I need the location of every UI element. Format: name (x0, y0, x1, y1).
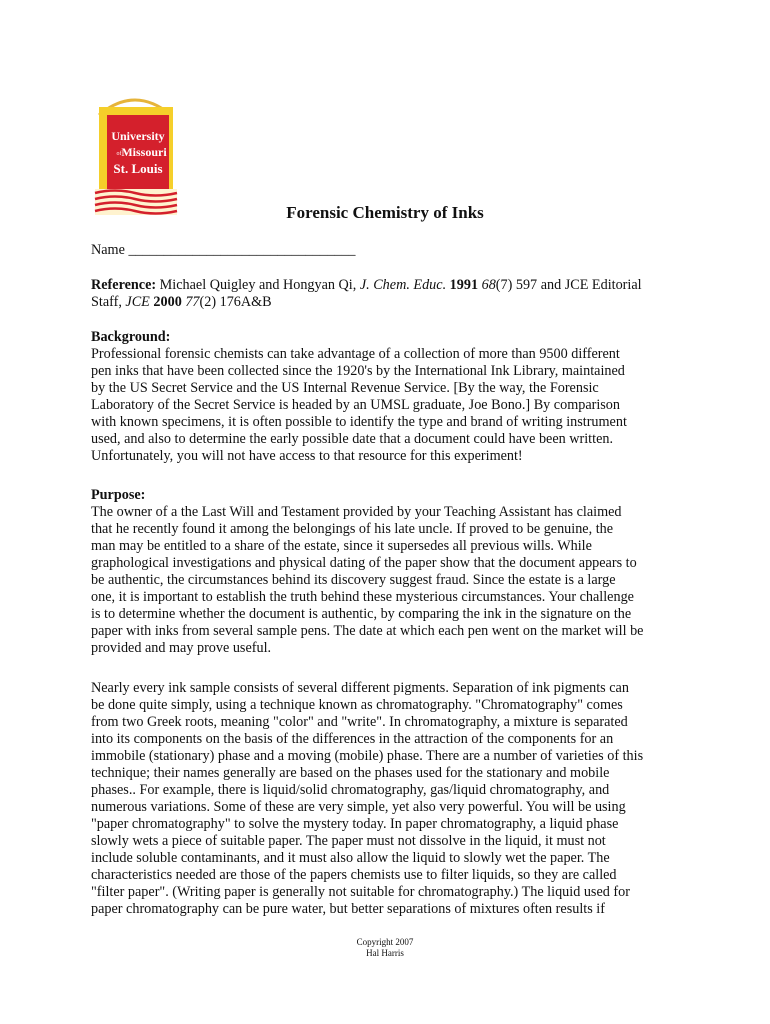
reference-volume: 68 (481, 277, 496, 293)
reference-line-1 (91, 277, 691, 294)
text-line: one, it is important to establish the truth behind these mysterious circumstances. Your challenge (91, 589, 634, 605)
logo-text-of: of (116, 151, 122, 157)
text-line: Unfortunately, you will not have access to that resource for this experiment! (91, 448, 523, 464)
name-blank-line: ________________________________ (128, 242, 356, 258)
text-line: by the US Secret Service and the US Internal Revenue Service. [By the way, the Forensic (91, 380, 599, 396)
text-line: characteristics needed are those of the papers chemists use to filter liquids, so they are called (91, 867, 617, 883)
reference-volume-2: 77 (185, 294, 200, 310)
text-line: provided and may prove useful. (91, 640, 272, 656)
text-line: with known specimens, it is often possible to identify the type and brand of writing instrument (91, 414, 627, 430)
text-line: from two Greek roots, meaning "color" and "write". In chromatography, a mixture is separated (91, 714, 628, 730)
background-section (91, 329, 691, 465)
reference-issue-pages: (7) 597 and JCE Editorial (495, 277, 642, 293)
text-line: "filter paper". (Writing paper is generally not suitable for chromatography.) The liquid used for (91, 884, 630, 900)
reference-year: 1991 (449, 277, 479, 293)
text-line: include soluble contaminants, and it must also allow the liquid to slowly wet the paper. The (91, 850, 610, 866)
text-line: be done quite simply, using a technique known as chromatography. "Chromatography" comes (91, 697, 623, 713)
purpose-heading: Purpose: (91, 487, 146, 503)
text-line: slowly wets a piece of suitable paper. The paper must not dissolve in the liquid, it must not (91, 833, 606, 849)
reference-authors: Michael Quigley and Hongyan Qi, (159, 277, 357, 293)
reference-paragraph (91, 277, 691, 311)
text-line: technique; their names generally are based on the phases used for the stationary and mobile (91, 765, 610, 781)
reference-journal: J. Chem. Educ. (359, 277, 447, 293)
text-line: be authentic, the circumstances behind its discovery suggest fraud. Since the estate is a large (91, 572, 616, 588)
text-line: phases.. For example, there is liquid/solid chromatography, gas/liquid chromatography, and (91, 782, 610, 798)
logo-text-university: University (111, 129, 165, 143)
copyright-line: Copyright 2007 (356, 937, 414, 947)
text-line: numerous variations. Some of these are very simple, yet also very powerful. You will be using (91, 799, 626, 815)
text-line: Nearly every ink sample consists of several different pigments. Separation of ink pigments can (91, 680, 629, 696)
text-line: pen inks that have been collected since the 1920's by the International Ink Library, maintained (91, 363, 625, 379)
text-line: The owner of a the Last Will and Testament provided by your Teaching Assistant has claimed (91, 504, 622, 520)
reference-issue-pages-2: (2) 176A&B (199, 294, 272, 310)
reference-label: Reference: (91, 277, 157, 293)
reference-staff: Staff, (91, 294, 122, 310)
reference-year-2: 2000 (153, 294, 182, 310)
university-logo (89, 93, 181, 218)
logo-text-missouri: Missouri (121, 145, 167, 159)
text-line: Laboratory of the Secret Service is headed by an UMSL graduate, Joe Bono.] By comparison (91, 397, 620, 413)
text-line: immobile (stationary) phase and a moving (mobile) phase. There are a number of varieties of this (91, 748, 644, 764)
chromatography-paragraph (91, 680, 691, 918)
reference-line-2 (91, 294, 691, 311)
logo-text-st-louis: St. Louis (113, 161, 163, 176)
name-label: Name (91, 242, 125, 258)
copyright-footer (0, 937, 770, 959)
background-body (91, 346, 691, 465)
text-line: into its components on the basis of the differences in the attraction of the components for an (91, 731, 614, 747)
background-heading: Background: (91, 329, 171, 345)
text-line: that he recently found it among the belongings of his late uncle. If proved to be genuine, the (91, 521, 614, 537)
reference-journal-2: JCE (125, 294, 150, 310)
text-line: paper chromatography can be pure water, but better separations of mixtures often results if (91, 901, 605, 917)
text-line: man may be entitled to a share of the estate, since it supersedes all previous wills. While (91, 538, 592, 554)
text-line: "paper chromatography" to solve the mystery today. In paper chromatography, a liquid phase (91, 816, 619, 832)
name-field (91, 242, 691, 259)
purpose-body (91, 504, 691, 657)
purpose-section (91, 487, 691, 657)
text-line: used, and also to determine the early possible date that a document could have been written. (91, 431, 614, 447)
text-line: paper with inks from several sample pens. The date at which each pen went on the market will be (91, 623, 644, 639)
text-line: graphological investigations and physical dating of the paper show that the document appears to (91, 555, 637, 571)
author-line: Hal Harris (366, 948, 404, 958)
text-line: is to determine whether the document is authentic, by comparing the ink in the signature on the (91, 606, 632, 622)
text-line: Professional forensic chemists can take advantage of a collection of more than 9500 different (91, 346, 620, 362)
document-title: Forensic Chemistry of Inks (286, 203, 484, 222)
